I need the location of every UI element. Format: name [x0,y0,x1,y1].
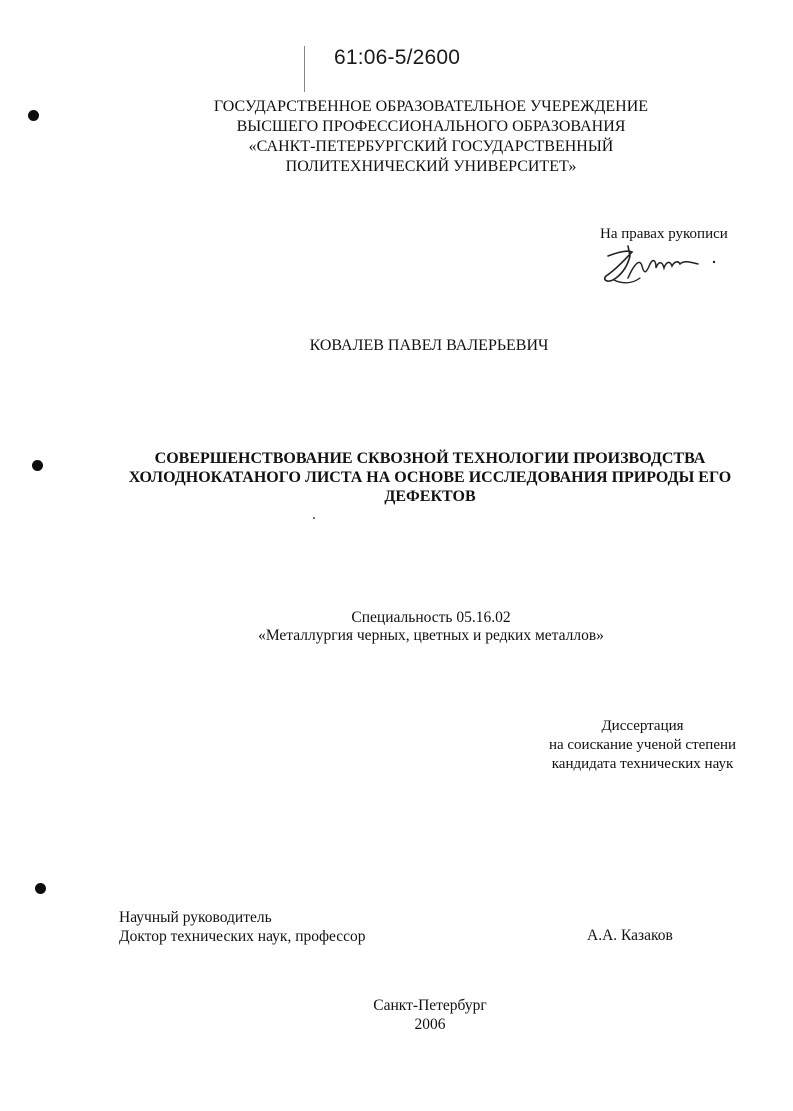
specialty-code: Специальность 05.16.02 [351,609,511,626]
dissertation-line: кандидата технических наук [551,756,734,772]
institution-line: ГОСУДАРСТВЕННОЕ ОБРАЗОВАТЕЛЬНОЕ УЧЕРЕЖДЕНИЕ [213,98,649,115]
scan-speck [313,517,315,519]
year: 2006 [414,1016,446,1033]
punch-hole-bottom [35,883,46,894]
dissertation-line: Диссертация [601,718,684,734]
institution-line: ПОЛИТЕХНИЧЕСКИЙ УНИВЕРСИТЕТ» [285,158,577,175]
city: Санкт-Петербург [373,997,487,1014]
specialty-name: «Металлургия черных, цветных и редких металлов» [258,627,604,644]
specialty-block [120,609,742,645]
footer-block [230,996,630,1034]
institution-line: ВЫСШЕГО ПРОФЕССИОНАЛЬНОГО ОБРАЗОВАНИЯ [236,118,626,135]
title-line: СОВЕРШЕНСТВОВАНИЕ СКВОЗНОЙ ТЕХНОЛОГИИ ПРОИЗВОДСТВА [154,450,706,467]
supervisor-role: Научный руководитель [119,909,272,926]
dissertation-title [80,449,780,506]
institution-line: «САНКТ-ПЕТЕРБУРГСКИЙ ГОСУДАРСТВЕННЫЙ [248,138,614,155]
author-name: КОВАЛЕВ ПАВЕЛ ВАЛЕРЬЕВИЧ [309,337,549,354]
institution-header [120,97,742,177]
title-line: ХОЛОДНОКАТАНОГО ЛИСТА НА ОСНОВЕ ИССЛЕДОВАНИЯ ПРИРОДЫ ЕГО [128,469,732,486]
stamp-tick-mark [304,46,305,92]
catalog-number: 61:06-5/2600 [334,46,461,69]
supervisor-name: А.А. Казаков [587,927,673,944]
author-signature [598,238,723,288]
manuscript-rights-note: На правах рукописи [600,226,728,242]
dissertation-block [520,717,765,774]
supervisor-block [119,908,366,946]
title-line: ДЕФЕКТОВ [384,488,476,505]
punch-hole-middle [32,460,43,471]
dissertation-line: на соискание ученой степени [548,737,737,753]
punch-hole-top [28,110,39,121]
supervisor-degree: Доктор технических наук, профессор [119,928,366,945]
